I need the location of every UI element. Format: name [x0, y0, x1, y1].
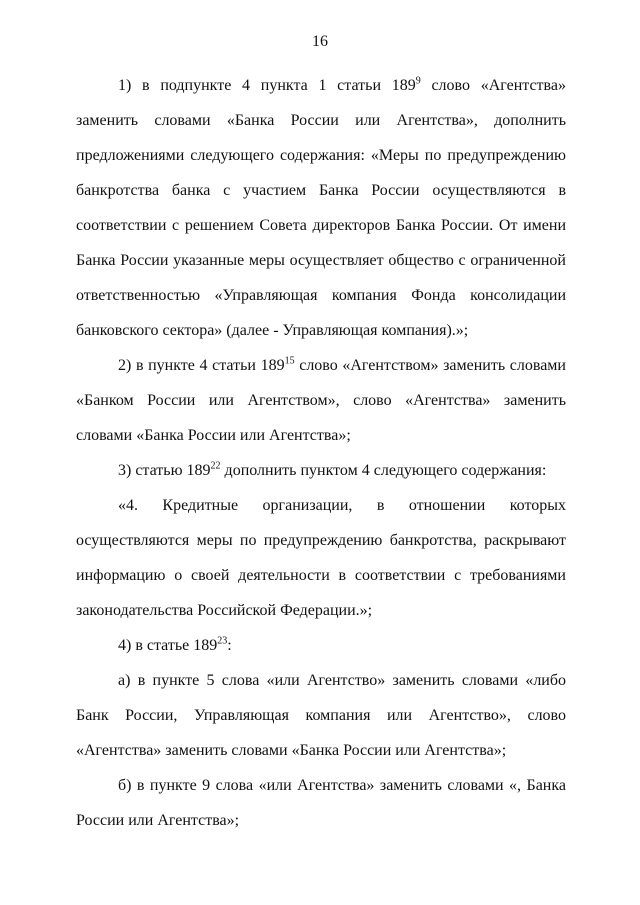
page-number: 16	[312, 33, 328, 50]
paragraph-6	[76, 663, 566, 768]
paragraph-7	[76, 768, 566, 838]
paragraph-text: «4. Кредитные организации, в отношении которых осуществляются меры по предупреждению банкротства, раскрывают информацию о своей деятельности в соответствии с требованиями законодательства Российской Федерации.»;	[76, 497, 566, 619]
paragraph-4	[76, 488, 566, 628]
article-superscript: 22	[210, 460, 221, 472]
paragraph-text: 1) в подпункте 4 пункта 1 статьи 189	[118, 77, 416, 94]
paragraph-text: б) в пункте 9 слова «или Агентства» заменить словами «, Банка России или Агентства»;	[76, 777, 566, 829]
paragraph-text: дополнить пунктом 4 следующего содержания:	[220, 462, 547, 479]
article-superscript: 23	[217, 635, 228, 647]
paragraph-3	[76, 453, 566, 488]
article-superscript: 15	[284, 355, 295, 367]
paragraph-2	[76, 348, 566, 453]
paragraph-text: 4) в статье 189	[118, 637, 218, 654]
paragraph-text: а) в пункте 5 слова «или Агентство» заменить словами «либо Банк России, Управляющая компания или Агентство», слово «Агентства» заменить словами «Банка России или Агентства»;	[76, 672, 566, 759]
paragraph-text: слово «Агентством» заменить словами «Банком России или Агентством», слово «Агентства» заменить словами «Банка России или Агентства»;	[76, 357, 566, 444]
paragraph-text: 3) статью 189	[118, 462, 211, 479]
paragraph-text: слово «Агентства» заменить словами «Банка России или Агентства», дополнить предложениями следующего содержания: «Меры по предупреждению банкротства банка с участием Банка России осуществляются в соответствии с решением Совета директоров Банка России. От имени Банка России указанные меры осуществляет общество с ограниченной ответственностью «Управляющая компания Фонда консолидации банковского сектора» (далее - Управляющая компания).»;	[76, 77, 566, 339]
document-body	[76, 68, 566, 838]
article-superscript: 9	[415, 75, 421, 87]
paragraph-1	[76, 68, 566, 348]
paragraph-text: 2) в пункте 4 статьи 189	[118, 357, 285, 374]
paragraph-5	[76, 628, 566, 663]
paragraph-text: :	[227, 637, 232, 654]
